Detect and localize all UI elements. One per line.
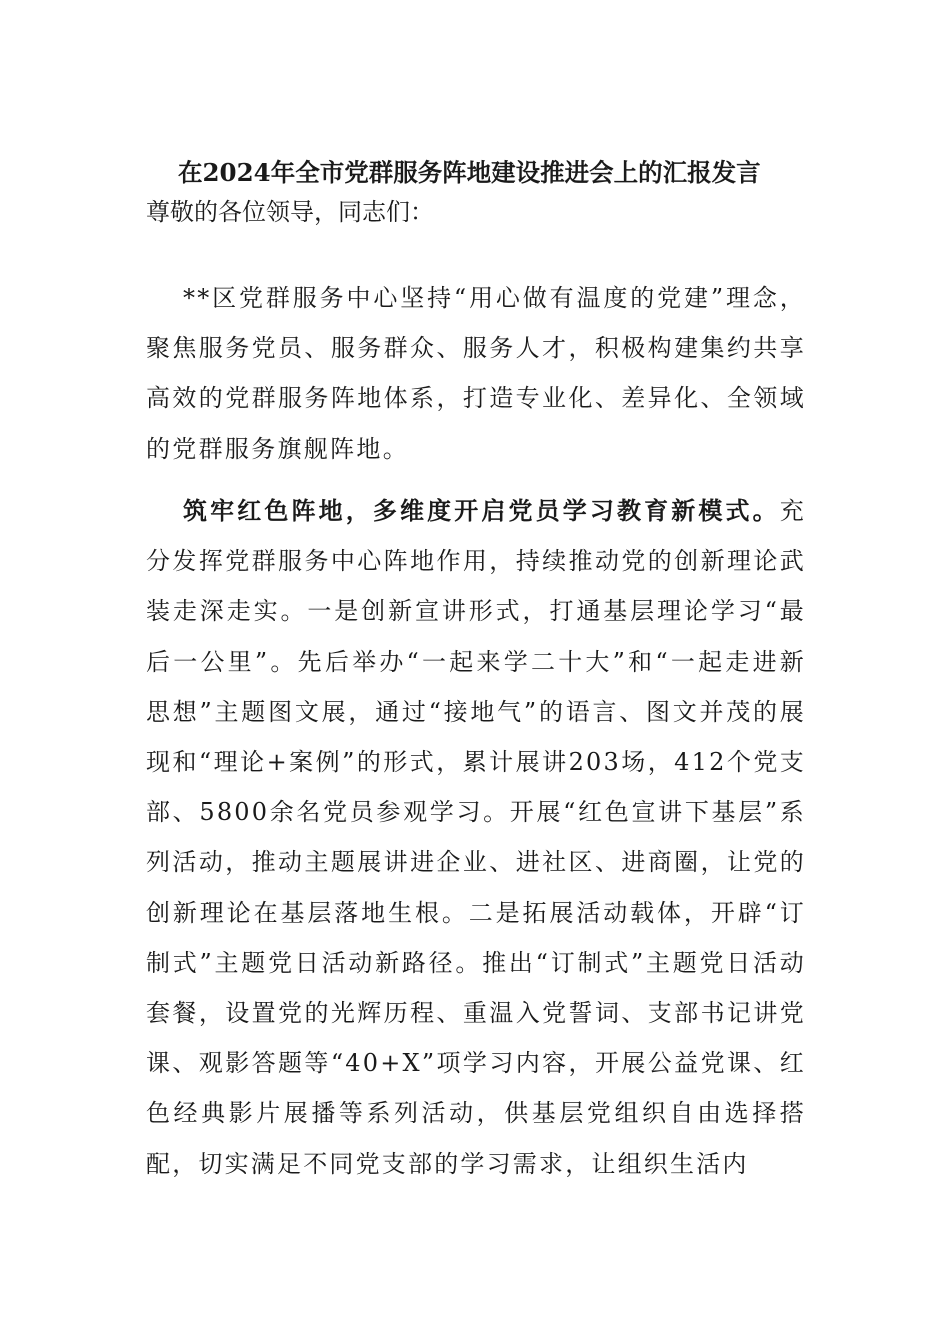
document-title: 在2024年全市党群服务阵地建设推进会上的汇报发言	[178, 158, 761, 187]
paragraph-intro: **区党群服务中心坚持“用心做有温度的党建”理念，聚焦服务党员、服务群众、服务人才，积极构建集约共享高效的党群服务阵地体系，打造专业化、差异化、全领域的党群服务旗舰阵地。	[146, 284, 806, 463]
paragraph-red-position	[146, 486, 806, 1189]
salutation: 尊敬的各位领导，同志们：	[146, 198, 434, 226]
paragraph-body: 充分发挥党群服务中心阵地作用，持续推动党的创新理论武装走深走实。一是创新宣讲形式，打通基层理论学习“最后一公里”。先后举办“一起来学二十大”和“一起走进新思想”主题图文展，通过“接地气”的语言、图文并茂的展现和“理论+案例”的形式，累计展讲203场，412个党支部、5800余名党员参观学习。开展“红色宣讲下基层”系列活动，推动主题展讲进企业、进社区、进商圈，让党的创新理论在基层落地生根。二是拓展活动载体，开辟“订制式”主题党日活动新路径。推出“订制式”主题党日活动套餐，设置党的光辉历程、重温入党誓词、支部书记讲党课、观影答题等“40+X”项学习内容，开展公益党课、红色经典影片展播等系列活动，供基层党组织自由选择搭配，切实满足不同党支部的学习需求，让组织生活内	[146, 497, 806, 1178]
paragraph-lead-heading: 筑牢红色阵地，多维度开启党员学习教育新模式。	[183, 496, 780, 525]
